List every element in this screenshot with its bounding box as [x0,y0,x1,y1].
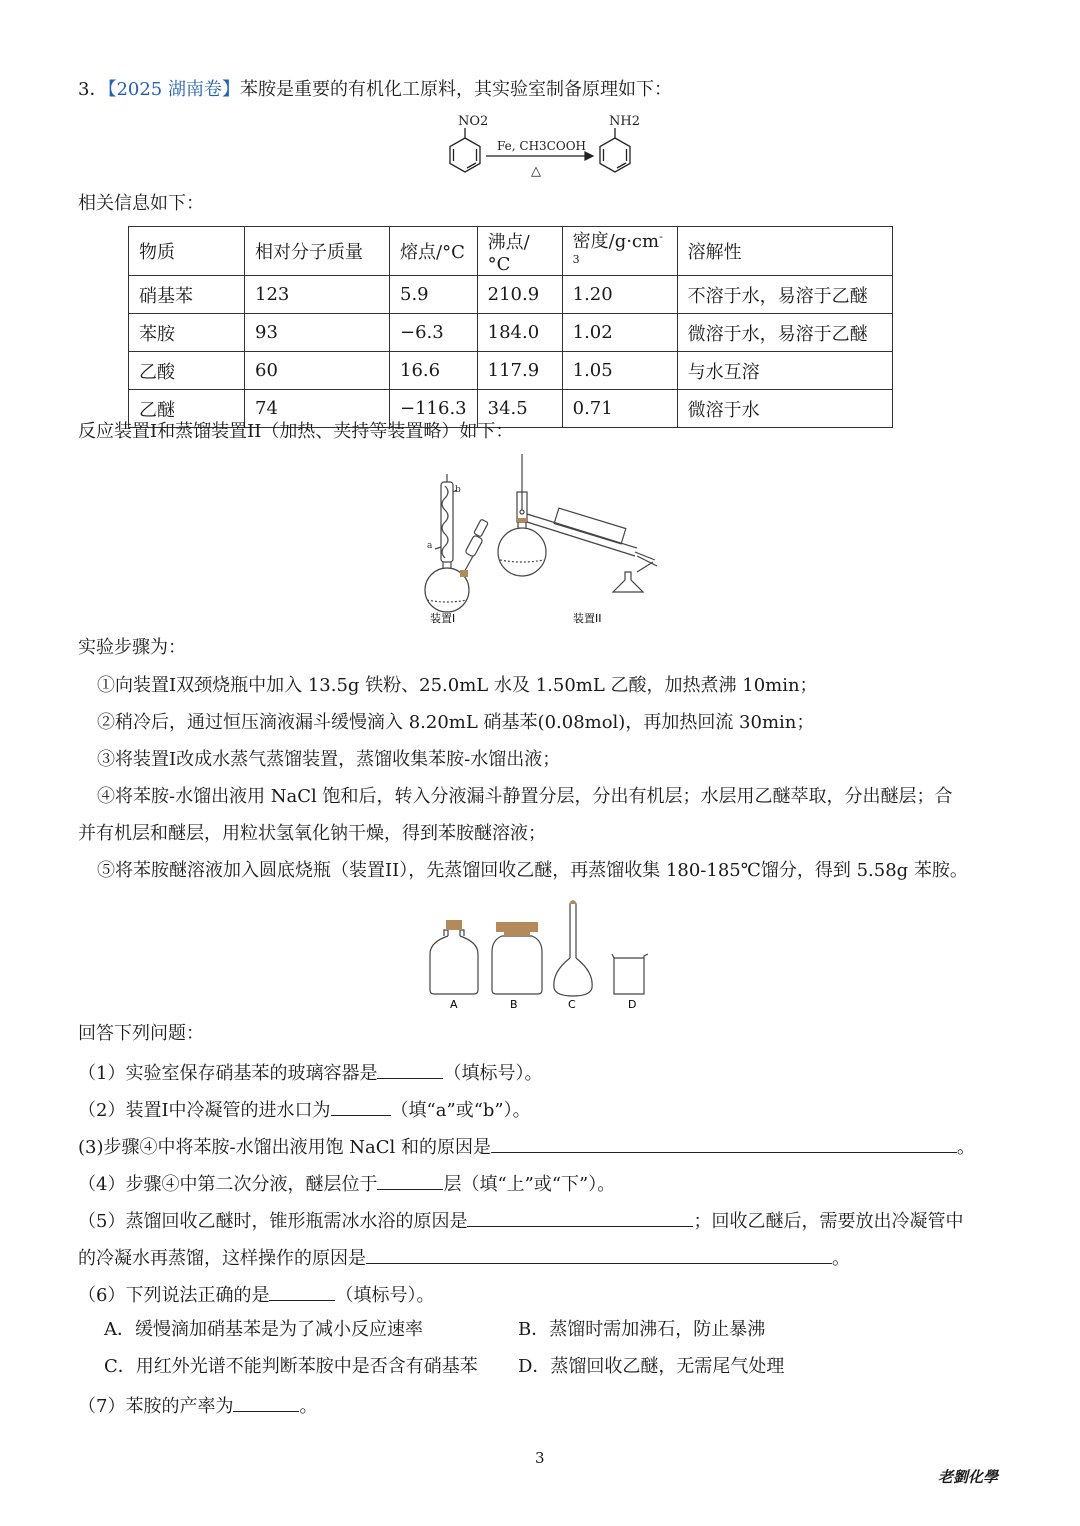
steps-label: 实验步骤为： [78,637,186,658]
table-cell: 乙醚 [129,390,245,428]
question-3 [78,1134,975,1159]
question-1-suffix: （填标号）。 [443,1063,543,1084]
containers-figure [420,892,660,1016]
volumetric-flask [554,904,592,996]
stopper-icon [446,920,462,930]
table-cell: 34.5 [477,390,562,428]
table-cell: 苯胺 [129,314,245,352]
stopper-icon [496,922,538,932]
stopper-icon [460,570,468,577]
table-row [129,314,893,352]
table-cell: 微溶于水，易溶于乙醚 [677,314,892,352]
table-cell: 与水互溶 [677,352,892,390]
question-4-text: （4）步骤④中第二次分液，醚层位于 [78,1174,378,1195]
table-row [129,276,893,314]
table-cell: 74 [245,390,390,428]
question-5-continued [78,1245,850,1270]
apparatus-intro: 反应装置I和蒸馏装置II（加热、夹持等装置略）如下： [78,421,514,442]
question-4-suffix: 层（填“上”或“下”）。 [443,1174,616,1195]
question-7-suffix: 。 [299,1396,318,1417]
label-container-b: B [510,998,518,1011]
question-3-suffix: 。 [957,1137,976,1158]
question-4 [78,1171,615,1196]
table-cell: 1.02 [562,314,677,352]
table-header-cell: 沸点/°C [477,227,562,276]
apparatus-2-drawing [498,454,657,592]
info-label: 相关信息如下： [78,193,204,214]
question-1 [78,1060,542,1085]
question-5-text: （5）蒸馏回收乙醚时，锥形瓶需冰水浴的原因是 [78,1211,468,1232]
table-cell: 5.9 [390,276,478,314]
table-header-cell: 相对分子质量 [245,227,390,276]
answer-label: 回答下列问题： [78,1023,204,1044]
table-cell: 微溶于水 [677,390,892,428]
answer-blank-5b[interactable] [366,1245,832,1264]
question-7-text: （7）苯胺的产率为 [78,1396,234,1417]
question-5-middle: ；回收乙醚后，需要放出冷凝管中 [693,1211,964,1232]
table-header-cell: 熔点/°C [390,227,478,276]
property-table [128,226,893,428]
question-5-text-2: 的冷凝水再蒸馏，这样操作的原因是 [78,1248,366,1269]
wide-mouth-bottle [492,936,542,994]
question-5 [78,1208,963,1233]
answer-blank-2[interactable] [331,1097,391,1116]
narrow-mouth-bottle [430,930,478,994]
answer-blank-5a[interactable] [467,1208,693,1227]
nitrobenzene-structure [450,128,480,172]
option-c: C．用红外光谱不能判断苯胺中是否含有硝基苯 [104,1356,478,1377]
stopper-icon [517,518,527,522]
question-7 [78,1393,317,1418]
reaction-condition: △ [531,164,541,179]
table-cell: 乙酸 [129,352,245,390]
step-2: ②稍冷后，通过恒压滴液漏斗缓慢滴入 8.20mL 硝基苯(0.08mol)，再加热回流 30min； [97,712,815,733]
table-cell: 117.9 [477,352,562,390]
question-5-suffix: 。 [832,1248,850,1269]
answer-blank-4[interactable] [377,1171,443,1190]
table-header-cell: 密度$/g\cdot cm^{-3}$ [562,227,677,276]
label-container-c: C [568,998,576,1011]
label-container-a: A [450,998,458,1011]
question-2-text: （2）装置I中冷凝管的进水口为 [78,1100,331,1121]
answer-blank-3[interactable] [491,1134,957,1153]
question-header [78,79,672,101]
question-source-tag: 【2025 湖南卷】 [107,79,240,100]
product-group-label: NH2 [609,114,640,129]
question-6-suffix: （填标号）。 [335,1285,435,1306]
table-cell: 16.6 [390,352,478,390]
step-5: ⑤将苯胺醚溶液加入圆底烧瓶（装置II），先蒸馏回收乙醚，再蒸馏收集 180-185℃馏分，得到 5.58g 苯胺。 [97,860,968,881]
step-4: ④将苯胺-水馏出液用 NaCl 饱和后，转入分液漏斗静置分层，分出有机层；水层用乙醚萃取，分出醚层；合 [97,786,953,807]
step-3: ③将装置I改成水蒸气蒸馏装置，蒸馏收集苯胺-水馏出液； [97,749,561,770]
table-header-cell: 溶解性 [677,227,892,276]
table-cell: 93 [245,314,390,352]
question-3-text: (3)步骤④中将苯胺-水馏出液用饱 NaCl 和的原因是 [78,1137,492,1158]
watermark: 老劉化學 [938,1468,999,1486]
question-intro: 苯胺是重要的有机化工原料，其实验室制备原理如下： [239,79,672,100]
question-2 [78,1097,531,1122]
stopper-icon [504,932,530,936]
aniline-structure [600,128,630,172]
answer-blank-7[interactable] [233,1393,299,1412]
page-number: 3 [535,1449,545,1467]
table-cell: 0.71 [562,390,677,428]
label-b: b [455,485,461,495]
step-1: ①向装置I双颈烧瓶中加入 13.5g 铁粉、25.0mL 水及 1.50mL 乙酸，加热煮沸 10min； [97,675,818,696]
option-a: A．缓慢滴加硝基苯是为了减小反应速率 [104,1319,423,1340]
table-cell: 1.05 [562,352,677,390]
table-cell: −116.3 [390,390,478,428]
stopper-icon [569,900,577,904]
option-b: B．蒸馏时需加沸石，防止暴沸 [518,1319,766,1340]
reaction-scheme [430,108,670,188]
question-number: 3． [78,79,108,100]
apparatus-figure [405,452,685,627]
label-container-d: D [628,998,637,1011]
question-6-text: （6）下列说法正确的是 [78,1285,270,1306]
table-cell: 210.9 [477,276,562,314]
reactant-group-label: NO2 [458,114,489,129]
reaction-arrow [486,152,593,160]
question-2-suffix: （填“a”或“b”）。 [390,1100,531,1121]
step-4-continued: 并有机层和醚层，用粒状氢氧化钠干燥，得到苯胺醚溶液； [78,823,546,844]
table-cell: 123 [245,276,390,314]
beaker [612,954,648,994]
caption-apparatus-1: 装置I [430,612,456,625]
table-cell: −6.3 [390,314,478,352]
answer-blank-6[interactable] [269,1282,335,1301]
reaction-reagents: Fe, CH3COOH [497,139,587,153]
caption-apparatus-2: 装置II [573,612,602,625]
table-cell: 不溶于水，易溶于乙醚 [677,276,892,314]
table-cell: 硝基苯 [129,276,245,314]
question-1-text: （1）实验室保存硝基苯的玻璃容器是 [78,1063,378,1084]
label-a: a [427,541,433,551]
option-d: D．蒸馏回收乙醚，无需尾气处理 [518,1356,785,1377]
table-row [129,352,893,390]
answer-blank-1[interactable] [377,1060,443,1079]
table-cell: 60 [245,352,390,390]
table-header-row [129,227,893,276]
table-header-cell: 物质 [129,227,245,276]
table-cell: 1.20 [562,276,677,314]
question-6 [78,1282,434,1307]
table-cell: 184.0 [477,314,562,352]
